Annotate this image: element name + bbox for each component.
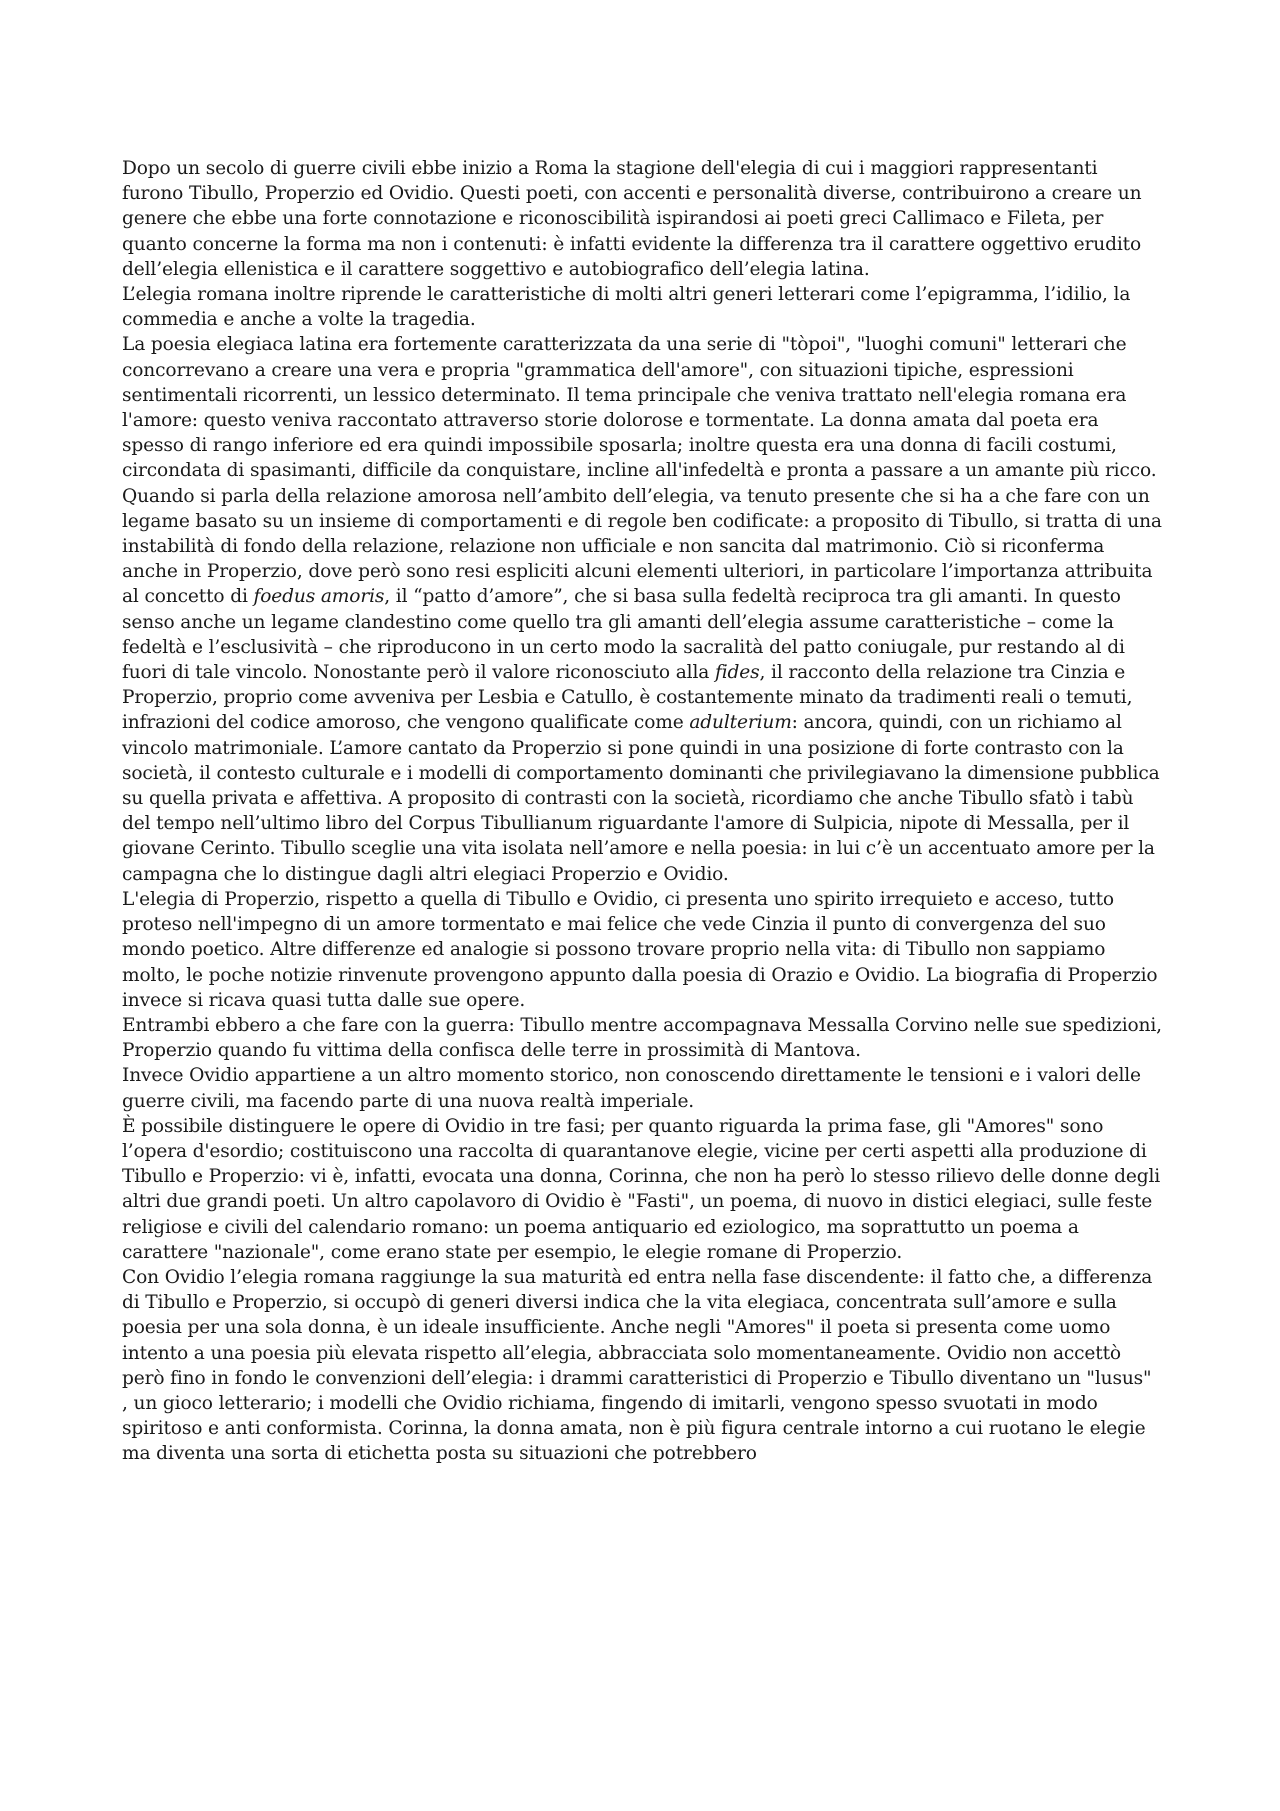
text-run: È possibile distinguere le opere di Ovidio in tre fasi; per quanto riguarda la prima fase, gli "Amores" sono l’opera d'esordio; costituiscono una raccolta di quarantanove elegie, vicine per certi aspetti alla produzione di Tibullo e Properzio: vi è, infatti, evocata una donna, Corinna, che non ha però lo stesso rilievo delle donne degli altri due grandi poeti. Un altro capolavoro di Ovidio è "Fasti", un poema, di nuovo in distici elegiaci, sulle feste religiose e civili del calendario romano: un poema antiquario ed eziologico, ma soprattutto un poema a carattere "nazionale", come erano state per esempio, le elegie romane di Properzio. [122, 1115, 1161, 1263]
italic-term: adulterium [689, 712, 792, 734]
text-run: Invece Ovidio appartiene a un altro momento storico, non conoscendo direttamente le tensioni e i valori delle guerre civili, ma facendo parte di una nuova realtà imperiale. [122, 1065, 1141, 1112]
paragraph [122, 156, 1162, 282]
italic-term: foedus amoris [253, 586, 385, 608]
text-run: : ancora, quindi, con un richiamo al vincolo matrimoniale. L’amore cantato da Properzio si pone quindi in una posizione di forte contrasto con la società, il contesto culturale e i modelli di comportamento dominanti che privilegiavano la dimensione pubblica su quella privata e affettiva. A proposito di contrasti con la società, ricordiamo che anche Tibullo sfatò i tabù del tempo nell’ultimo libro del Corpus Tibullianum riguardante l'amore di Sulpicia, nipote di Messalla, per il giovane Cerinto. Tibullo sceglie una vita isolata nell’amore e nella poesia: in lui c’è un accentuato amore per la campagna che lo distingue dagli altri elegiaci Properzio e Ovidio. [122, 712, 1160, 885]
text-run: La poesia elegiaca latina era fortemente caratterizzata da una serie di "tòpoi", "luoghi comuni" letterari che concorrevano a creare una vera e propria "grammatica dell'amore", con situazioni tipiche, espressioni sentimentali ricorrenti, un lessico determinato. Il tema principale che veniva trattato nell'elegia romana era l'amore: questo veniva raccontato attraverso storie dolorose e tormentate. La donna amata dal poeta era spesso di rango inferiore ed era quindi impossibile sposarla; inoltre questa era una donna di facili costumi, circondata di spasimanti, difficile da conquistare, incline all'infedeltà e pronta a passare a un amante più ricco. Quando si parla della relazione amorosa nell’ambito dell’elegia, va tenuto presente che si ha a che fare con un legame basato su un insieme di comportamenti e di regole ben codificate: a proposito di Tibullo, si tratta di una instabilità di fondo della relazione, relazione non ufficiale e non sancita dal matrimonio. Ciò si riconferma anche in Properzio, dove però sono resi espliciti alcuni elementi ulteriori, in particolare l’importanza attribuita al concetto di [122, 334, 1162, 608]
text-run: Dopo un secolo di guerre civili ebbe inizio a Roma la stagione dell'elegia di cui i maggiori rappresentanti furono Tibullo, Properzio ed Ovidio. Questi poeti, con accenti e personalità diverse, contribuirono a creare un genere che ebbe una forte connotazione e riconoscibilità ispirandosi ai poeti greci Callimaco e Fileta, per quanto concerne la forma ma non i contenuti: è infatti evidente la differenza tra il carattere oggettivo erudito dell’elegia ellenistica e il carattere soggettivo e autobiografico dell’elegia latina. [122, 158, 1142, 280]
text-run: Con Ovidio l’elegia romana raggiunge la sua maturità ed entra nella fase discendente: il fatto che, a differenza di Tibullo e Properzio, si occupò di generi diversi indica che la vita elegiaca, concentrata sull’amore e sulla poesia per una sola donna, è un ideale insufficiente. Anche negli "Amores" il poeta si presenta come uomo intento a una poesia più elevata rispetto all’elegia, abbracciata solo momentaneamente. Ovidio non accettò però fino in fondo le convenzioni dell’elegia: i drammi caratteristici di Properzio e Tibullo diventano un "lusus" , un gioco letterario; i modelli che Ovidio richiama, fingendo di imitarli, vengono spesso svuotati in modo spiritoso e anti conformista. Corinna, la donna amata, non è più figura centrale intorno a cui ruotano le elegie ma diventa una sorta di etichetta posta su situazioni che potrebbero [122, 1266, 1153, 1465]
text-run: , il racconto della relazione tra Cinzia e Properzio, proprio come avveniva per Lesbia e Catullo, è costantemente minato da tradimenti reali o temuti, infrazioni del codice amoroso, che vengono qualificate come [122, 662, 1133, 734]
paragraph [122, 332, 1162, 886]
text-run: , il “patto d’amore”, che si basa sulla fedeltà reciproca tra gli amanti. In questo senso anche un legame clandestino come quello tra gli amanti dell’elegia assume caratteristiche – come la fedeltà e l’esclusività – che riproducono in un certo modo la sacralità del patto coniugale, pur restando al di fuori di tale vincolo. Nonostante però il valore riconosciuto alla [122, 586, 1125, 684]
paragraph [122, 1265, 1162, 1467]
paragraph [122, 887, 1162, 1013]
text-run: L'elegia di Properzio, rispetto a quella di Tibullo e Ovidio, ci presenta uno spirito irrequieto e acceso, tutto proteso nell'impegno di un amore tormentato e mai felice che vede Cinzia il punto di convergenza del suo mondo poetico. Altre differenze ed analogie si possono trovare proprio nella vita: di Tibullo non sappiamo molto, le poche notizie rinvenute provengono appunto dalla poesia di Orazio e Ovidio. La biografia di Properzio invece si ricava quasi tutta dalle sue opere. [122, 888, 1158, 1011]
paragraph [122, 1063, 1162, 1113]
text-run: Entrambi ebbero a che fare con la guerra: Tibullo mentre accompagnava Messalla Corvino nelle sue spedizioni, Properzio quando fu vittima della confisca delle terre in prossimità di Mantova. [122, 1014, 1162, 1062]
paragraph [122, 1114, 1162, 1265]
document-body [122, 156, 1162, 1467]
paragraph [122, 1013, 1162, 1063]
text-run: L’elegia romana inoltre riprende le caratteristiche di molti altri generi letterari come l’epigramma, l’idilio, la commedia e anche a volte la tragedia. [122, 284, 1131, 331]
italic-term: fides [714, 662, 760, 684]
paragraph [122, 282, 1162, 332]
